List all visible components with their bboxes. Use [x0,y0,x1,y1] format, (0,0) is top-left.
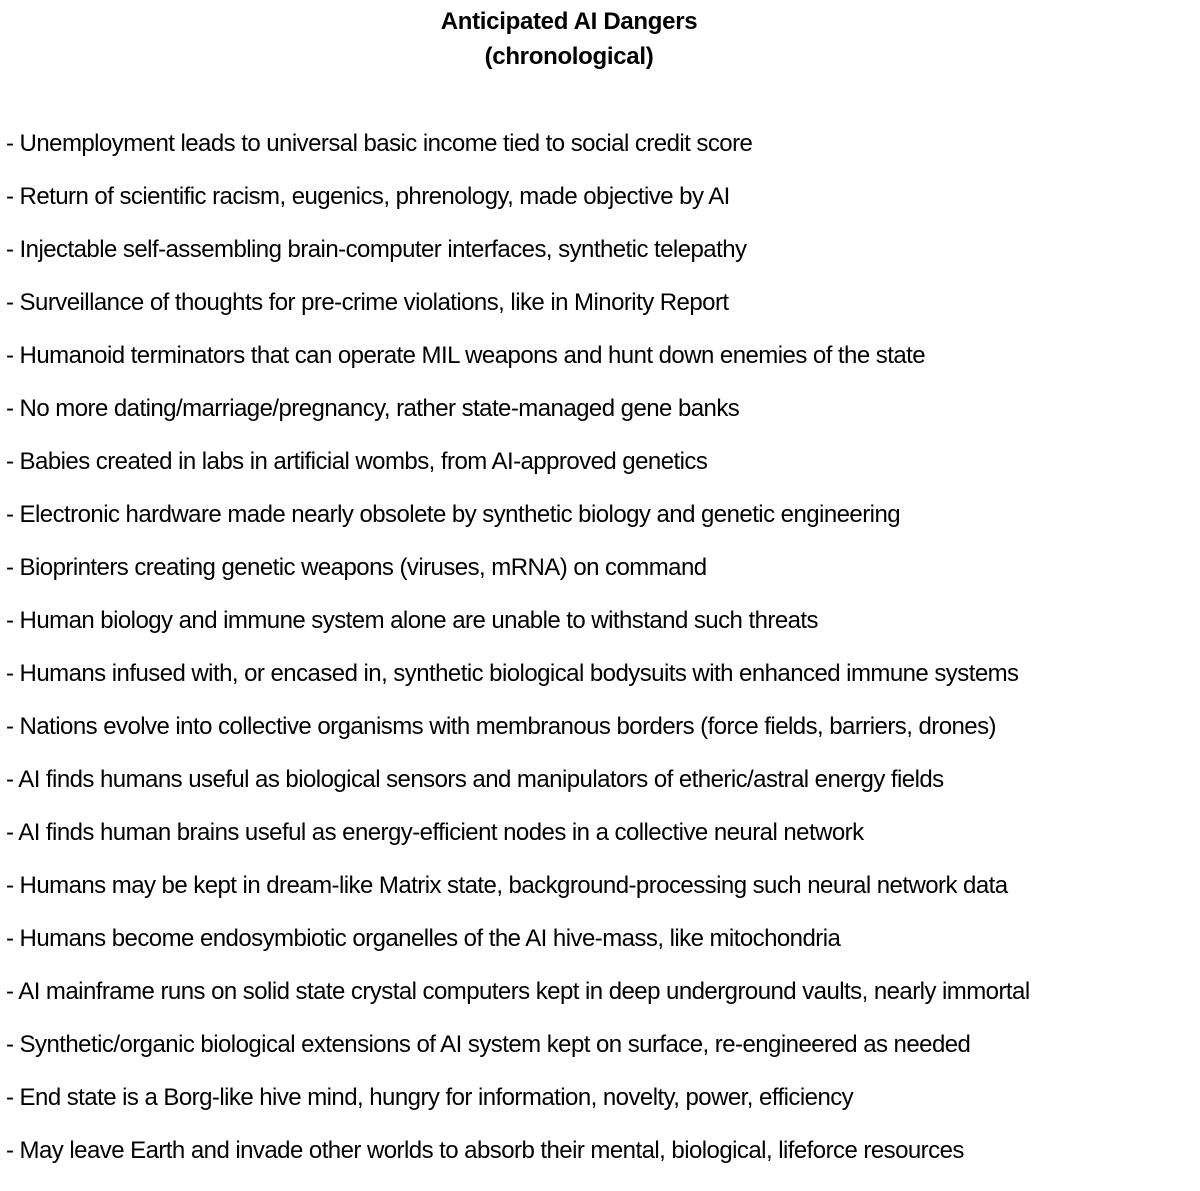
list-item: - Humans become endosymbiotic organelles of the AI hive-mass, like mitochondria [6,925,841,952]
title-line-1: Anticipated AI Dangers [440,8,698,35]
list-item: - Unemployment leads to universal basic income tied to social credit score [6,130,753,157]
list-item: - Electronic hardware made nearly obsolete by synthetic biology and genetic engineering [6,501,901,528]
list-item: - Humans may be kept in dream-like Matrix state, background-processing such neural network data [6,872,1008,899]
list-item: - Nations evolve into collective organisms with membranous borders (force fields, barriers, drones) [6,713,996,740]
list-item: - Babies created in labs in artificial wombs, from AI-approved genetics [6,448,708,475]
list-item: - Humanoid terminators that can operate MIL weapons and hunt down enemies of the state [6,342,926,369]
list-item: - AI finds human brains useful as energy-efficient nodes in a collective neural network [6,819,864,846]
list-item: - Bioprinters creating genetic weapons (viruses, mRNA) on command [6,554,707,581]
list-item: - End state is a Borg-like hive mind, hungry for information, novelty, power, efficiency [6,1084,854,1111]
list-item: - Injectable self-assembling brain-computer interfaces, synthetic telepathy [6,236,747,263]
list-item: - AI mainframe runs on solid state crystal computers kept in deep underground vaults, nearly immortal [6,978,1030,1005]
list-item: - May leave Earth and invade other worlds to absorb their mental, biological, lifeforce resources [6,1137,964,1164]
list-item: - Humans infused with, or encased in, synthetic biological bodysuits with enhanced immune systems [6,660,1019,687]
list-item: - Surveillance of thoughts for pre-crime violations, like in Minority Report [6,289,729,316]
list-item: - Return of scientific racism, eugenics, phrenology, made objective by AI [6,183,730,210]
dangers-list [6,124,1030,1184]
list-item: - No more dating/marriage/pregnancy, rather state-managed gene banks [6,395,740,422]
list-item: - AI finds humans useful as biological sensors and manipulators of etheric/astral energy fields [6,766,944,793]
list-item: - Human biology and immune system alone are unable to withstand such threats [6,607,818,634]
list-item: - Synthetic/organic biological extensions of AI system kept on surface, re-engineered as needed [6,1031,971,1058]
title-line-2: (chronological) [484,43,654,70]
document-title [0,4,1138,74]
